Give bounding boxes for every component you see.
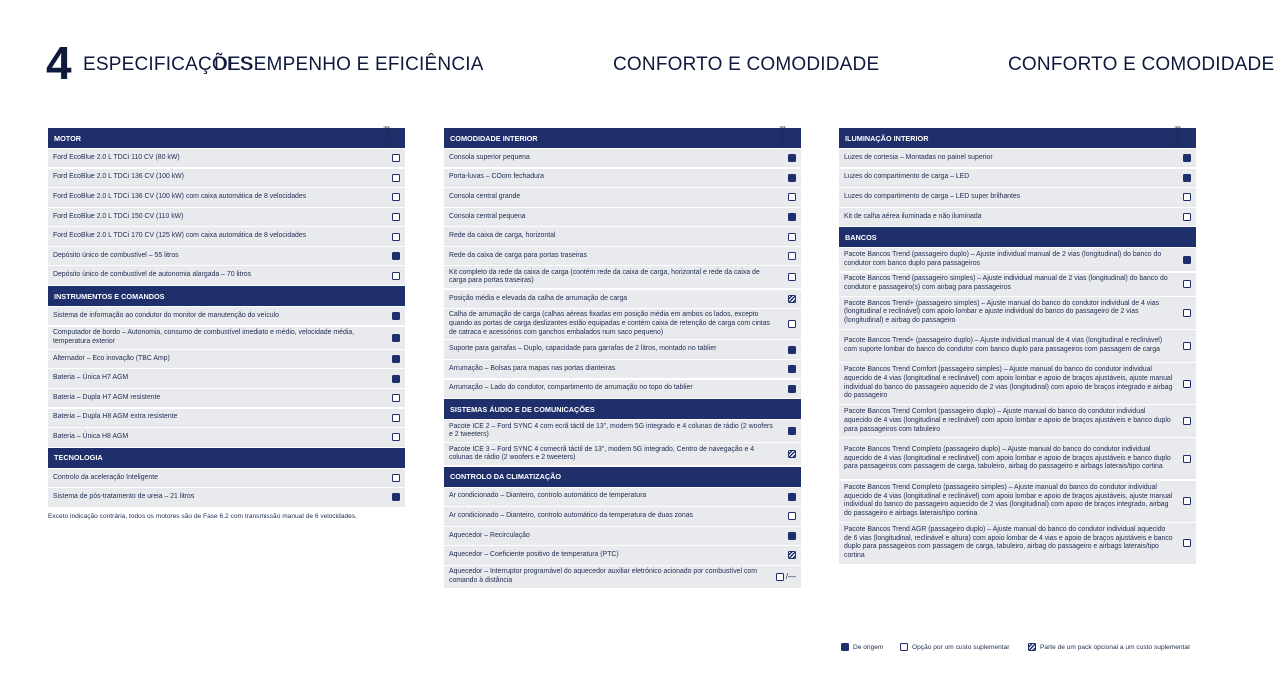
option-marker: [1183, 342, 1191, 350]
option-marker: [1183, 280, 1191, 288]
option-marker: [1183, 417, 1191, 425]
standard-marker: [788, 213, 796, 221]
standard-marker: [788, 532, 796, 540]
title-conforto-1: CONFORTO E COMODIDADE: [613, 54, 880, 75]
option-or-none-marker: /—: [776, 573, 796, 582]
spec-row: Alternador – Eco inovação (TBC Amp): [48, 350, 405, 368]
spec-row: Pacote Bancos Trend (passageiro duplo) – Ajuste individual manual de 2 vias (longitudinal) do banco do condutor com banco duplo para passageiros: [839, 248, 1196, 271]
standard-marker: [788, 346, 796, 354]
spec-row: Ford EcoBlue 2.0 L TDCi 150 CV (110 kW): [48, 208, 405, 226]
column-conforto-2: [839, 106, 1196, 565]
trend-header: Trend: [779, 126, 788, 147]
spec-row: Bateria – Dupla H7 AGM resistente: [48, 389, 405, 407]
section-header-clima: CONTROLO DA CLIMATIZAÇÃO: [444, 467, 801, 487]
option-marker: [788, 193, 796, 201]
spec-row: Calha de arrumação de carga (calhas aéreas fixadas em posição média em ambos os lados, excepto quando as portas de carga deslizantes estão equipadas e contém caixa de retenção de carga com cintas de catraca e acessórios com ganchos embalados num saco pequeno): [444, 309, 801, 339]
standard-marker: [392, 375, 400, 383]
spec-row: Ford EcoBlue 2.0 L TDCi 170 CV (125 kW) com caixa automática de 8 velocidades: [48, 227, 405, 245]
spec-row: Pacote Bancos Trend+ (passageiro simples) – Ajuste manual do banco do condutor individual de 4 vias (longitudinal e reclinável) com apoio lombar e ajuste individual do banco do passageiro de 2 vias (longitudinal) e airbag do passageiro: [839, 297, 1196, 329]
spec-row: Ar condicionado – Dianteiro, controlo automático da temperatura de duas zonas: [444, 507, 801, 525]
spec-row: Bateria – Única H7 AGM: [48, 369, 405, 387]
option-marker: [1183, 539, 1191, 547]
option-marker: [392, 193, 400, 201]
spec-row: Sistema de informação ao condutor do monitor de manutenção do veículo: [48, 307, 405, 325]
option-marker: [1183, 193, 1191, 201]
option-marker: [1183, 455, 1191, 463]
standard-marker: [788, 493, 796, 501]
section-header-audio: SISTEMAS ÁUDIO E DE COMUNICAÇÕES: [444, 399, 801, 419]
spec-row: Depósito único de combustível de autonomia alargada – 70 litros: [48, 266, 405, 284]
spec-row: Bateria – Única H8 AGM: [48, 428, 405, 446]
spec-row: Porta-luvas – COom fechadura: [444, 169, 801, 187]
spec-row: Pacote Bancos Trend Comfort (passageiro duplo) – Ajuste manual do banco do condutor individual aquecido de 4 vias (longitudinal e reclinável) com apoio lombar e apoio de braços ajustáveis e banco duplo para passageiros com tabuleiro: [839, 405, 1196, 437]
spec-row: Kit de calha aérea iluminada e não iluminada: [839, 208, 1196, 226]
title-desempenho: DESEMPENHO E EFICIÊNCIA: [214, 54, 484, 75]
section-header-comodidade: COMODIDADE INTERIOR: [444, 128, 801, 148]
spec-row: Depósito único de combustível – 55 litros: [48, 247, 405, 265]
spec-row: Posição média e elevada da calha de arrumação de carga: [444, 290, 801, 308]
spec-row: Ford EcoBlue 2.0 L TDCi 136 CV (100 kW): [48, 169, 405, 187]
section-title-especificacoes: ESPECIFICAÇÕES: [83, 54, 253, 75]
pack-marker: [1028, 643, 1036, 651]
option-marker: [392, 174, 400, 182]
spec-row: Controlo da aceleração Inteligente: [48, 469, 405, 487]
title-conforto-2: CONFORTO E COMODIDADE: [1008, 54, 1274, 75]
spec-row: Aquecedor – Coeficiente positivo de temperatura (PTC): [444, 546, 801, 564]
spec-row: Pacote ICE 2 – Ford SYNC 4 com ecrã táctil de 13", modem 5G integrado e 4 colunas de rádio (2 woofers e 2 tweeters): [444, 420, 801, 442]
pack-marker: [788, 551, 796, 559]
option-marker: [392, 213, 400, 221]
option-marker: [392, 474, 400, 482]
column-desempenho: [48, 106, 405, 520]
spec-row: Luzes do compartimento de carga – LED super brilhantes: [839, 188, 1196, 206]
column-conforto-1: [444, 106, 801, 589]
standard-marker: [788, 365, 796, 373]
trend-header: Trend: [1174, 126, 1183, 147]
spec-row: Computador de bordo – Autonomia, consumo de combustível imediato e médio, velocidade média, temperatura exterior: [48, 327, 405, 349]
option-marker: [788, 233, 796, 241]
standard-marker: [841, 643, 849, 651]
option-marker: [392, 414, 400, 422]
section-header-motor: MOTOR: [48, 128, 405, 148]
spec-row: Ford EcoBlue 2.0 L TDCi 136 CV (100 kW) com caixa automática de 8 velocidades: [48, 188, 405, 206]
option-marker: [776, 573, 784, 581]
spec-row: Ar condicionado – Dianteiro, controlo automático de temperatura: [444, 488, 801, 506]
spec-row: Pacote Bancos Trend+ (passageiro duplo) – Ajuste individual manual de 4 vias (longitudinal e reclinável) com suporte lombar do banco do condutor com banco duplo para passageiros com passagem de carga: [839, 330, 1196, 362]
spec-row: Pacote Bancos Trend AGR (passageiro duplo) – Ajuste manual do banco do condutor individual aquecido de 6 vias (longitudinal, reclinável e altura) com apoio lombar de 4 vias e apoio de braços ajustáveis e banco duplo para passageiros com passagem de carga, tabuleiro, airbag do passageiro e airbags laterais/tipo cortina: [839, 523, 1196, 564]
option-marker: [1183, 213, 1191, 221]
spec-row: Aquecedor – Interruptor programável do aquecedor auxiliar eletrónico acionado por combustível com comando à distância /—: [444, 566, 801, 588]
spec-row: Aquecedor – Recirculação: [444, 527, 801, 545]
spec-row: Pacote Bancos Trend Completo (passageiro duplo) – Ajuste manual do banco do condutor individual aquecido de 4 vias (longitudinal e reclinável) com apoio lombar e apoio de braços ajustáveis e banco duplo para passageiros com passagem de carga, tabuleiro, airbag do passageiro e airbags laterais/tipo cortina: [839, 438, 1196, 479]
spec-row: Luzes de cortesia – Montadas no painel superior: [839, 149, 1196, 167]
spec-row: Kit completo da rede da caixa de carga (contém rede da caixa de carga, horizontal e rede da caixa de carga para portas traseiras): [444, 266, 801, 288]
option-marker: [392, 154, 400, 162]
page-number: 4: [46, 37, 72, 89]
section-header-bancos: BANCOS: [839, 227, 1196, 247]
option-marker: [900, 643, 908, 651]
option-marker: [1183, 380, 1191, 388]
pack-marker: [788, 450, 796, 458]
option-marker: [392, 272, 400, 280]
spec-row: Consola superior pequena: [444, 149, 801, 167]
trend-header: Trend: [383, 126, 392, 147]
option-marker: [788, 512, 796, 520]
option-marker: [392, 233, 400, 241]
spec-row: Sistema de pós-tratamento de ureia – 21 litros: [48, 488, 405, 506]
standard-marker: [788, 385, 796, 393]
legend-standard: De origem: [841, 643, 883, 651]
standard-marker: [392, 355, 400, 363]
standard-marker: [1183, 174, 1191, 182]
option-marker: [788, 320, 796, 328]
spec-row: Rede da caixa de carga para portas traseiras: [444, 247, 801, 265]
option-marker: [392, 433, 400, 441]
standard-marker: [392, 493, 400, 501]
section-header-iluminacao: ILUMINAÇÃO INTERIOR: [839, 128, 1196, 148]
spec-row: Arrumação – Bolsas para mapas nas portas dianteiras: [444, 360, 801, 378]
spec-row: Pacote Bancos Trend Completo (passageiro simples) – Ajuste manual do banco do condutor individual aquecido de 4 vias (longitudinal e reclinável) com apoio lombar e apoio de braços ajustáveis, ajuste manual individual do banco do passageiro aquecido de 2 vias (longitudinal) com apoio de braços integrado, airbag do passageiro e airbags laterais/tipo cortina: [839, 481, 1196, 522]
spec-row: Bateria – Dupla H8 AGM extra resistente: [48, 409, 405, 427]
standard-marker: [788, 154, 796, 162]
spec-row: Pacote Bancos Trend Comfort (passageiro simples) – Ajuste manual do banco do condutor individual aquecido de 4 vias (longitudinal e reclinável) com apoio lombar e apoio de braços ajustáveis, ajuste manual individual do banco do passageiro aquecido de 2 vias (longitudinal) com apoio de braços integrado e airbag do passageiro: [839, 363, 1196, 404]
legend-option: Opção por um custo suplementar: [900, 643, 1010, 651]
footnote: Exceto indicação contrária, todos os motores são de Fase 6.2 com transmissão manual de 6 velocidades.: [48, 512, 357, 520]
option-marker: [788, 273, 796, 281]
standard-marker: [392, 252, 400, 260]
spec-row: Consola central pequena: [444, 208, 801, 226]
spec-row: Rede da caixa de carga, horizontal: [444, 227, 801, 245]
option-marker: [392, 394, 400, 402]
spec-row: Ford EcoBlue 2.0 L TDCi 110 CV (80 kW): [48, 149, 405, 167]
spec-row: Suporte para garrafas – Duplo, capacidade para garrafas de 2 litros, montado no tablier: [444, 340, 801, 358]
legend-pack: Parte de um pack opcional a um custo suplementar: [1028, 643, 1190, 651]
standard-marker: [1183, 256, 1191, 264]
spec-row: Pacote Bancos Trend (passageiro simples) – Ajuste individual manual de 2 vias (longitudinal) do banco do condutor e passageiro(s) com airbag para passageiros: [839, 273, 1196, 296]
spec-row: Consola central grande: [444, 188, 801, 206]
standard-marker: [788, 427, 796, 435]
standard-marker: [788, 174, 796, 182]
spec-row: Arrumação – Lado do condutor, compartimento de arrumação no topo do tablier: [444, 380, 801, 398]
standard-marker: [392, 334, 400, 342]
pack-marker: [788, 295, 796, 303]
spec-row: Luzes do compartimento de carga – LED: [839, 169, 1196, 187]
section-header-tecnologia: TECNOLOGIA: [48, 448, 405, 468]
option-marker: [1183, 309, 1191, 317]
section-header-instrumentos: INSTRUMENTOS E COMANDOS: [48, 286, 405, 306]
option-marker: [1183, 497, 1191, 505]
spec-row: Pacote ICE 3 – Ford SYNC 4 comecrã táctil de 13", modem 5G integrado, Centro de navegação e 4 colunas de rádio (2 woofers e 2 tweeters): [444, 443, 801, 465]
standard-marker: [392, 312, 400, 320]
standard-marker: [1183, 154, 1191, 162]
option-marker: [788, 252, 796, 260]
